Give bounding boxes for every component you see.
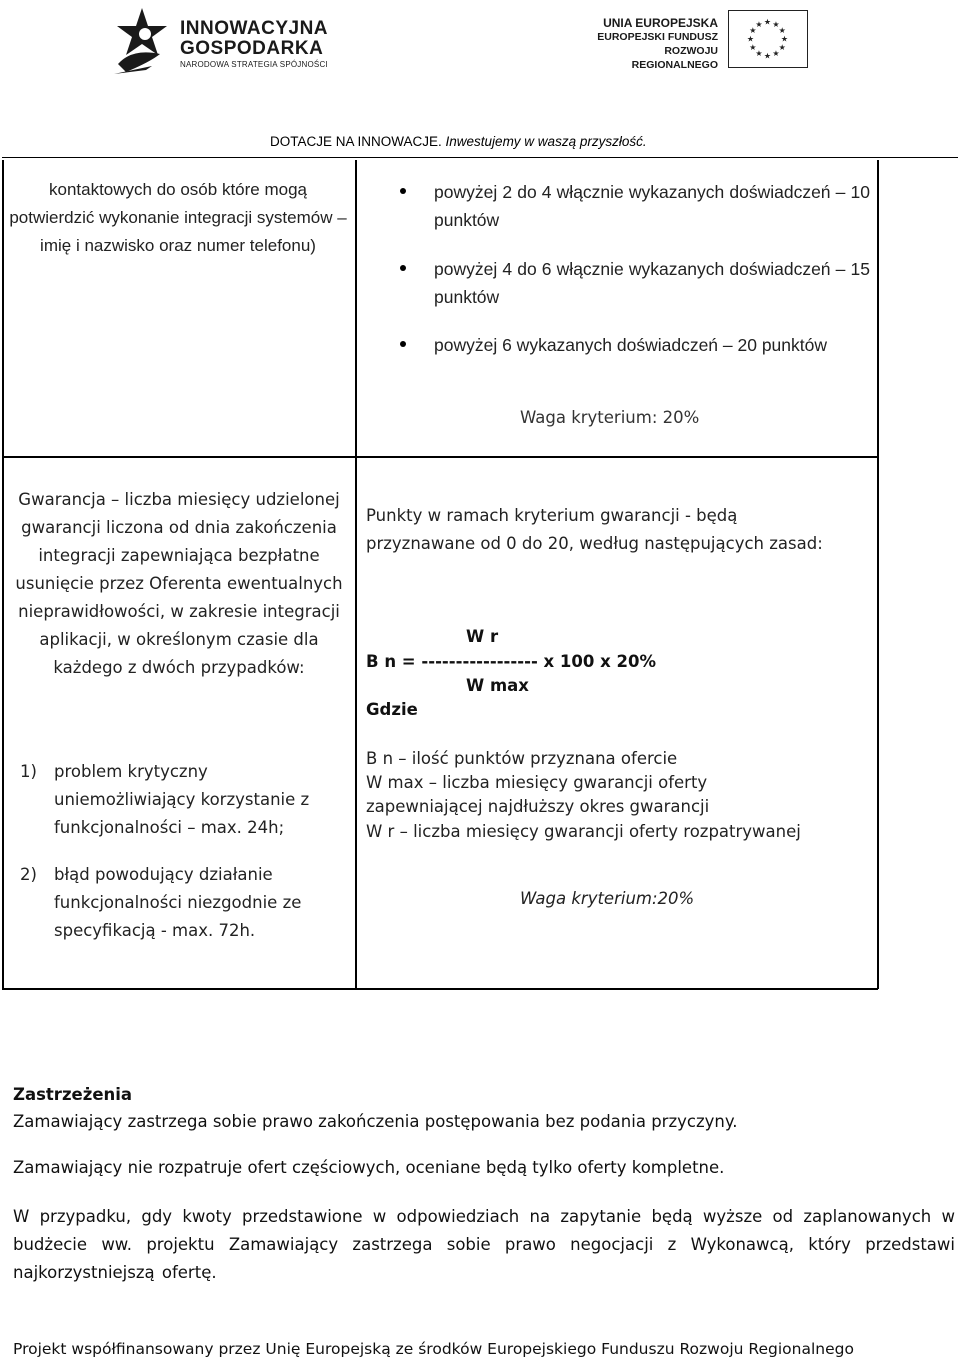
formula-gdzie: Gdzie [366,700,418,719]
list-text: błąd powodujący działanie funkcjonalności niezgodnie ze specyfikacją - max. 72h. [54,865,302,940]
list-number: 2) [20,865,37,884]
row2-left-intro: Gwarancja – liczba miesięcy udzielonej gwarancji liczona od dnia zakończenia integracji zapewniająca bezpłatne usunięcie przez Oferenta ewentualnych nieprawidłowości, w zakresie integracji aplikacji, w określonym czasie dla każdego z dwóch przypadków: [15,490,343,677]
logo-line-3: NARODOWA STRATEGIA SPÓJNOŚCI [180,60,328,69]
star-emblem-icon [112,4,178,76]
page-footer: Projekt współfinansowany przez Unię Europejską ze środków Europejskiego Funduszu Rozwoju Regionalnego [13,1340,854,1358]
logo-line-2: GOSPODARKA [180,38,324,59]
bullet-text: powyżej 4 do 6 włącznie wykazanych doświadczeń – 15 punktów [434,259,870,307]
bullet-icon [400,265,406,271]
tagline-main: DOTACJE NA INNOWACJE. [270,134,442,149]
eu-star-icon: ★ [780,34,789,44]
eu-line-1: UNIA EUROPEJSKA [603,16,718,30]
eu-flag-icon [728,10,808,68]
definition-line: zapewniającej najdłuższy okres gwarancji [366,797,710,816]
innowacyjna-gospodarka-logo [112,4,342,76]
bullet-icon [400,341,406,347]
definition-line: B n – ilość punktów przyznana ofercie [366,749,678,768]
row1-left-text: kontaktowych do osób które mogą potwierdzić wykonanie integracji systemów – imię i nazwisko oraz numer telefonu) [9,180,347,255]
eu-logo [578,10,818,72]
formula-main: B n = ----------------- x 100 x 20% [366,652,656,671]
eu-star-icon: ★ [749,43,757,52]
section-heading: Zastrzeżenia [13,1085,133,1104]
bullet-text: powyżej 2 do 4 włącznie wykazanych doświadczeń – 10 punktów [434,182,870,230]
eu-star-icon: ★ [755,49,763,59]
tagline-italic: Inwestujemy w waszą przyszłość. [445,134,647,149]
paragraph: Zamawiający nie rozpatruje ofert częściowych, oceniane będą tylko oferty kompletne. [13,1158,725,1177]
formula-numerator: W r [466,627,499,646]
eu-star-icon: ★ [772,49,780,59]
eu-star-icon: ★ [763,51,772,61]
eu-line-2: EUROPEJSKI FUNDUSZ [597,31,718,43]
header-divider [2,157,958,158]
eu-star-icon: ★ [755,19,763,29]
paragraph: Zamawiający zastrzega sobie prawo zakończenia postępowania bez podania przyczyny. [13,1112,738,1131]
weight-label: Waga kryterium: 20% [520,408,700,427]
tagline [270,134,647,149]
bullet-text: powyżej 6 wykazanych doświadczeń – 20 punktów [434,335,827,355]
definition-line: W max – liczba miesięcy gwarancji oferty [366,773,708,792]
right-intro-1: Punkty w ramach kryterium gwarancji - będą [366,506,738,525]
list-number: 1) [20,762,37,781]
definition-line: W r – liczba miesięcy gwarancji oferty rozpatrywanej [366,822,801,841]
eu-line-3: ROZWOJU REGIONALNEGO [631,45,718,71]
list-text: problem krytyczny uniemożliwiający korzystanie z funkcjonalności – max. 24h; [54,762,310,837]
weight-label: Waga kryterium:20% [520,889,695,908]
eu-star-icon: ★ [749,26,757,35]
eu-star-icon: ★ [763,17,772,27]
eu-star-icon: ★ [772,19,780,29]
eu-star-icon: ★ [778,26,786,35]
bullet-icon [400,188,406,194]
formula-denominator: W max [466,676,529,695]
eu-star-icon: ★ [778,43,786,52]
paragraph: W przypadku, gdy kwoty przedstawione w odpowiedziach na zapytanie będą wyższe od zaplanowanych w budżecie ww. projektu Zamawiający zastrzega sobie prawo negocjacji z Wykonawcą, który przedstawi najkorzystniejszą ofertę. [13,1207,955,1282]
eu-star-icon: ★ [746,34,755,44]
logo-line-1: INNOWACYJNA [180,18,329,39]
right-intro-2: przyznawane od 0 do 20, według następujących zasad: [366,534,823,553]
